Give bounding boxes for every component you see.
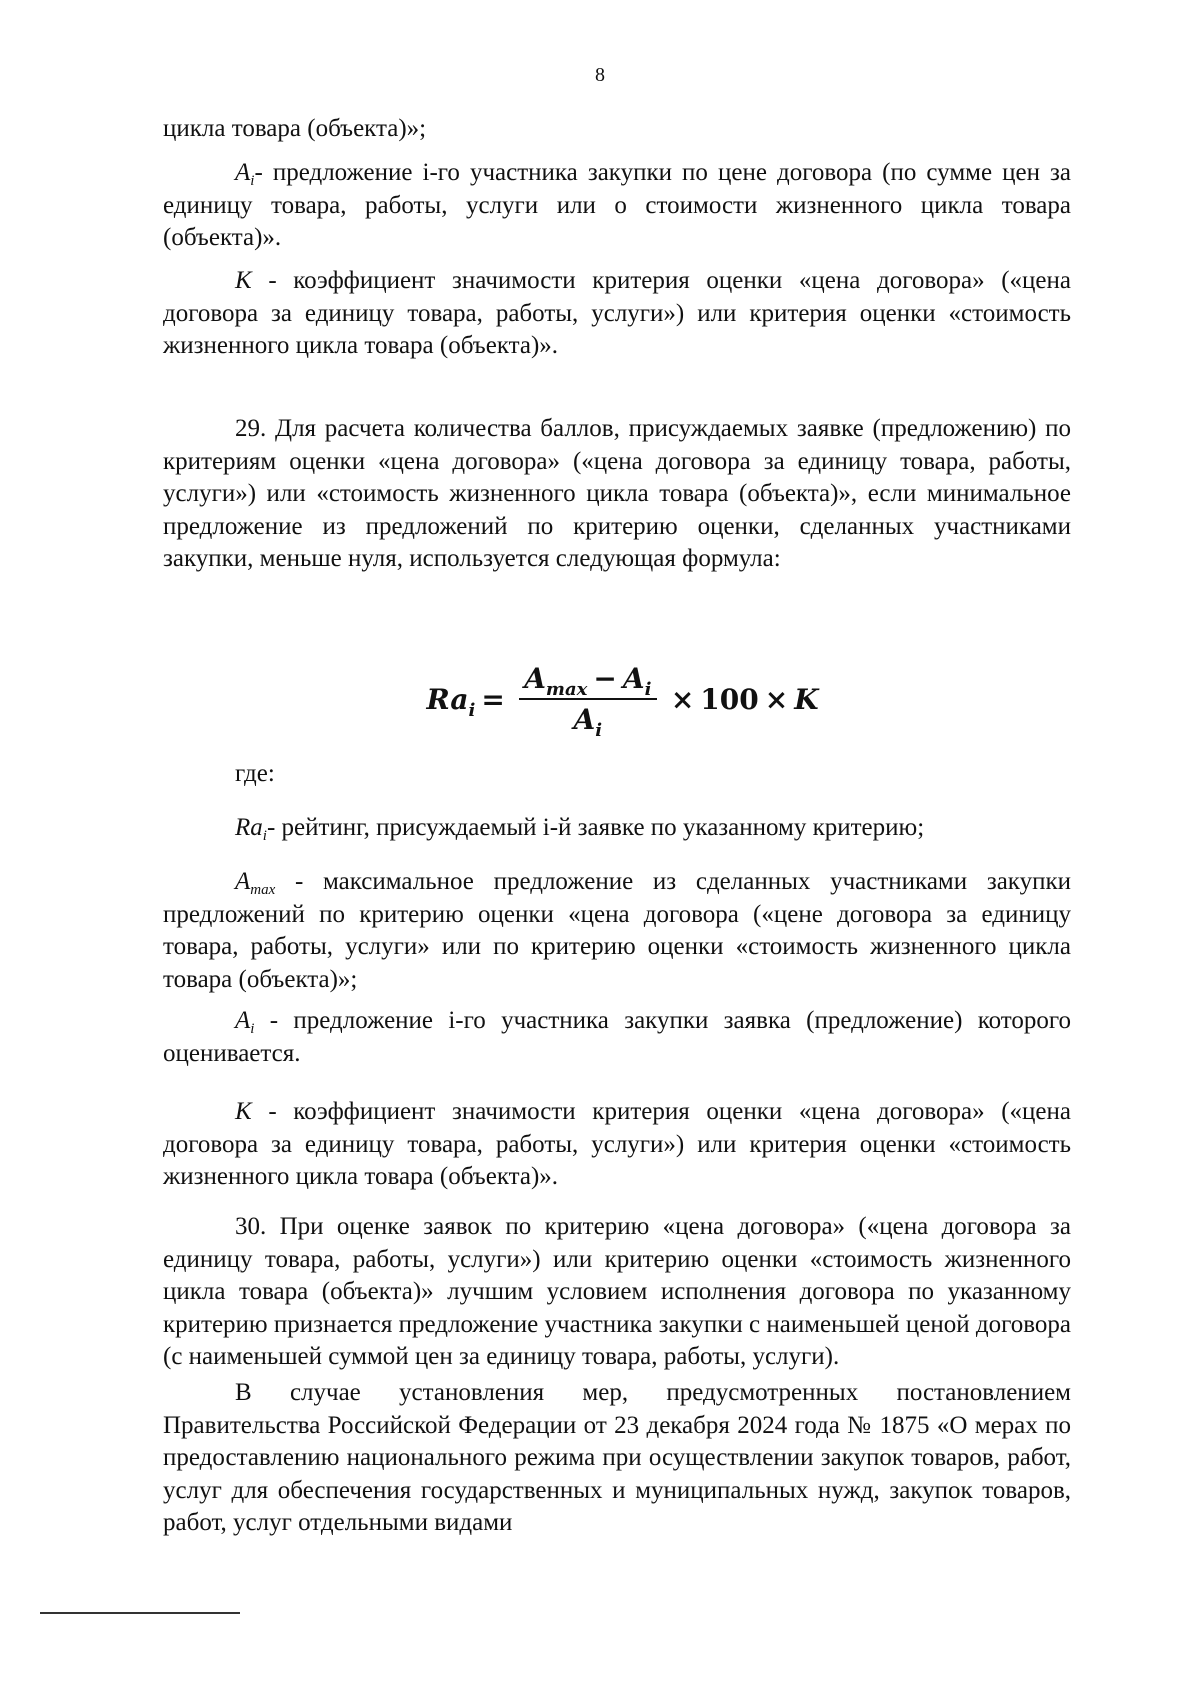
symbol-ai: $A_i$: [235, 1007, 255, 1037]
definition-rai: $Ra_i-$ рейтинг, присуждаемый i-й заявке по указанному критерию;: [235, 814, 925, 844]
definition-k-2: K - коэффициент значимости критерия оценки «цена договора» («цена договора за единицу товара, работы, услуги») или критерия оценки «стоимость жизненного цикла товара (объекта)».: [163, 1098, 1071, 1190]
definition-amax: $A_{max}$ - максимальное предложение из сделанных участниками закупки предложений по критерию оценки «цена договора («цене договора за единицу товара, работы, услуги» или по критерию оценки «стоимость жизненного цикла товара (объекта)»;: [163, 868, 1071, 993]
symbol-rai: $Ra_i$: [235, 814, 267, 844]
formula-k: K: [794, 682, 819, 716]
formula-equals: =: [481, 682, 505, 716]
footer-divider: [40, 1612, 240, 1614]
formula-times: ×: [764, 682, 789, 716]
paragraph-30: 30. При оценке заявок по критерию «цена договора» («цена договора за единицу товара, работы, услуги») или критерию оценки «стоимость жизненного цикла товара (объекта)» лучшим условием исполнения договора по указанному критерию признается предложение участника закупки с наименьшей ценой договора (с наименьшей суммой цен за единицу товара, работы, услуги).: [163, 1213, 1071, 1370]
paragraph-continuation: цикла товара (объекта)»;: [163, 115, 427, 142]
definition-k: K - коэффициент значимости критерия оценки «цена договора» («цена договора за единицу товара, работы, услуги») или критерия оценки «стоимость жизненного цикла товара (объекта)».: [163, 267, 1071, 359]
formula-times: ×: [670, 682, 695, 716]
symbol-k: K: [235, 1098, 252, 1125]
formula-hundred: 100: [700, 682, 759, 716]
formula-numerator: $A_{max} - A_i$: [524, 662, 652, 700]
definition-ai: $A_i-$ предложение i-го участника закупки по цене договора (по сумме цен за единицу товара, работы, услуги или о стоимости жизненного цикла товара (объекта)».: [163, 159, 1071, 251]
definition-ai-2: $A_i$ - предложение i-го участника закупки заявка (предложение) которого оценивается.: [163, 1007, 1071, 1067]
formula-lhs: $Ra_i$: [426, 682, 476, 721]
symbol-ai: $A_i$: [235, 159, 255, 189]
formula-fraction: [519, 662, 657, 741]
where-label: где:: [235, 760, 275, 787]
rating-formula: [0, 662, 1200, 741]
symbol-k: K: [235, 267, 252, 294]
symbol-amax: $A_{max}$: [235, 868, 276, 898]
page-number: 8: [595, 64, 605, 86]
formula-denominator: $A_i$: [519, 698, 657, 736]
paragraph-national-regime: В случае установления мер, предусмотренных постановлением Правительства Российской Федерации от 23 декабря 2024 года № 1875 «О мерах по предоставлению национального режима при осуществлении закупок товаров, работ, услуг для обеспечения государственных и муниципальных нужд, закупок товаров, работ, услуг отдельными видами: [163, 1379, 1071, 1536]
paragraph-29: 29. Для расчета количества баллов, присуждаемых заявке (предложению) по критериям оценки «цена договора» («цена договора за единицу товара, работы, услуги») или «стоимость жизненного цикла товара (объекта)», если минимальное предложение из предложений по критерию оценки, сделанных участниками закупки, меньше нуля, используется следующая формула:: [163, 415, 1071, 572]
